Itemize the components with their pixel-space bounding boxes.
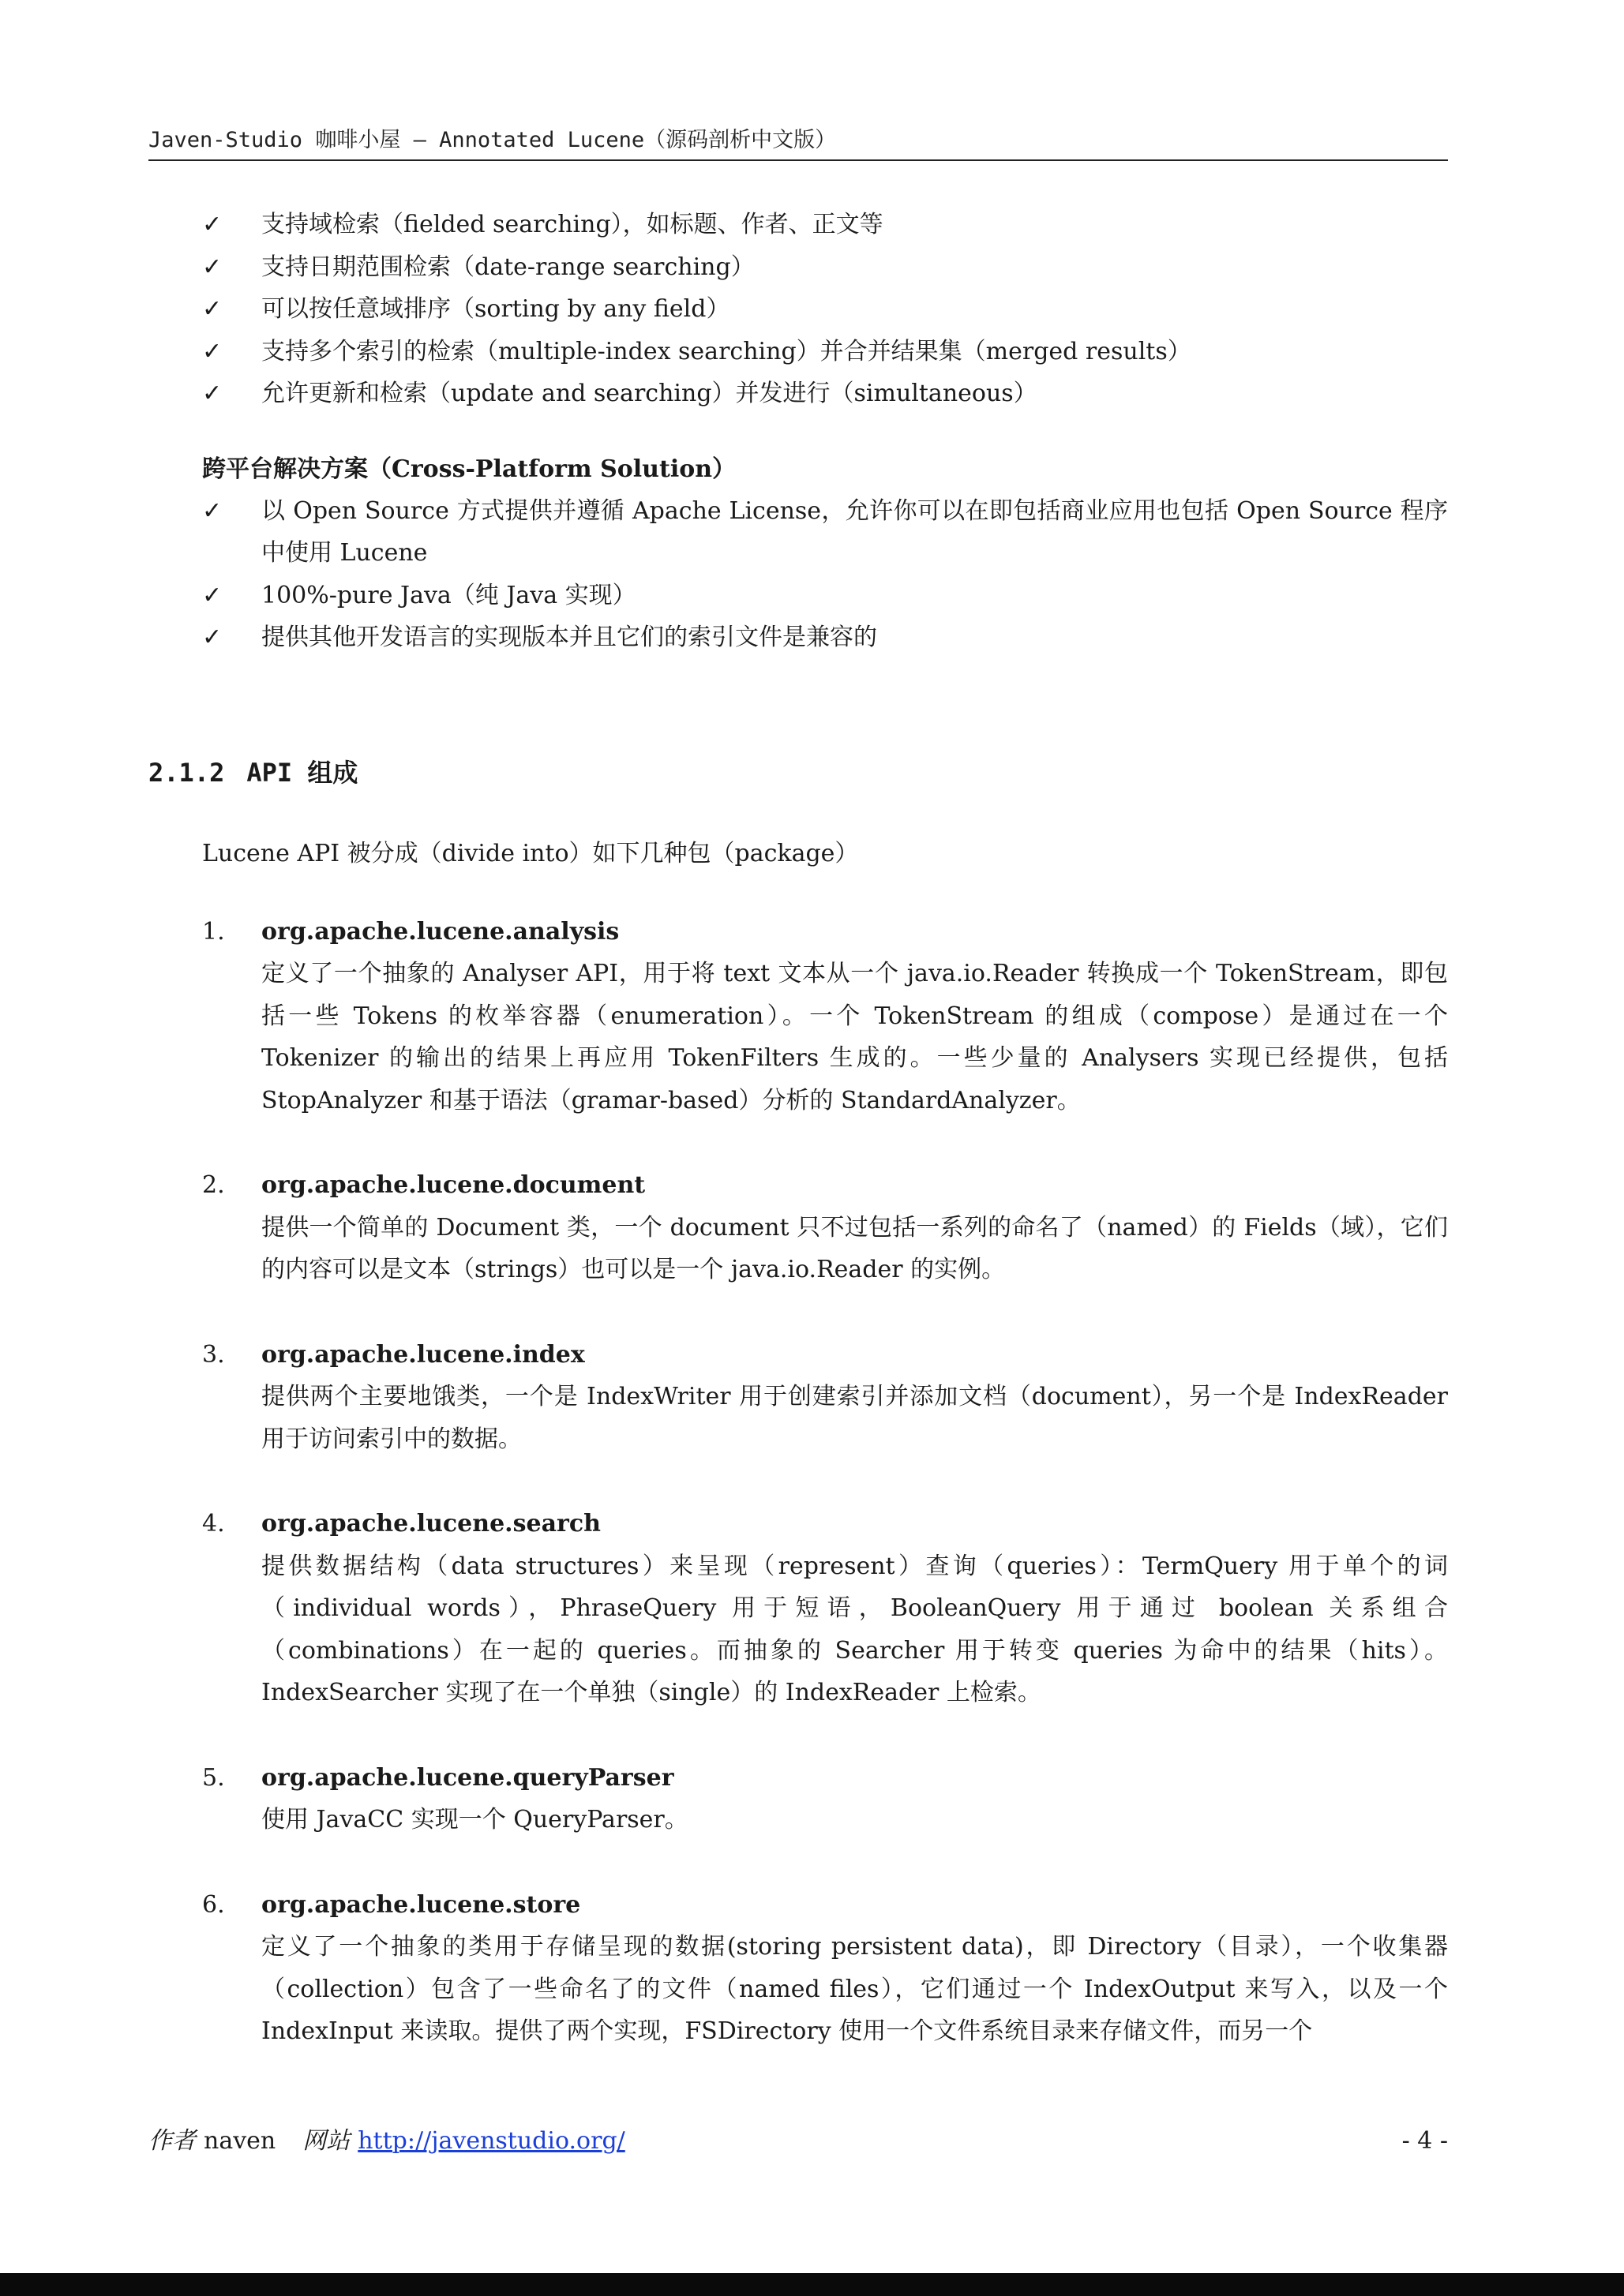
package-number: 1.	[202, 917, 225, 946]
check-icon: ✓	[202, 337, 223, 365]
site-link[interactable]: http://javenstudio.org/	[358, 2127, 625, 2155]
check-icon: ✓	[202, 581, 223, 609]
package-list	[202, 911, 1448, 2053]
package-name: org.apache.lucene.index	[261, 1340, 585, 1369]
package-name: org.apache.lucene.store	[261, 1890, 581, 1919]
section-title-text: API 组成	[246, 757, 358, 788]
package-number: 4.	[202, 1510, 225, 1538]
section-title	[148, 749, 1448, 796]
package-description: 定义了一个抽象的 Analyser API，用于将 text 文本从一个 java.io.Reader 转换成一个 TokenStream，即包括一些 Tokens 的枚举容器（enumeration）。一个 TokenStream 的组成（compose）是通过在一个 Tokenizer 的输出的结果上再应用 TokenFilters 生成的。一些少量的 Analysers 实现已经提供，包括 StopAnalyzer 和基于语法（gramar-based）分析的 StandardAnalyzer。	[261, 960, 1448, 1114]
list-item: ✓ 以 Open Source 方式提供并遵循 Apache License，允许你可以在即包括商业应用也包括 Open Source 程序中使用 Lucene	[202, 490, 1448, 575]
page-content	[148, 204, 1448, 2096]
list-item: ✓ 提供其他开发语言的实现版本并且它们的索引文件是兼容的	[202, 616, 1448, 659]
package-name: org.apache.lucene.search	[261, 1510, 601, 1538]
package-description: 提供一个简单的 Document 类，一个 document 只不过包括一系列的命名了（named）的 Fields（域），它们的内容可以是文本（strings）也可以是一个 java.io.Reader 的实例。	[261, 1213, 1448, 1283]
list-item: ✓ 允许更新和检索（update and searching）并发进行（simultaneous）	[202, 373, 1448, 415]
check-icon: ✓	[202, 496, 223, 525]
check-icon: ✓	[202, 253, 223, 281]
package-number: 2.	[202, 1171, 225, 1199]
site-label: 网站	[302, 2127, 351, 2155]
package-number: 6.	[202, 1890, 225, 1919]
check-icon: ✓	[202, 624, 223, 651]
package-name: org.apache.lucene.queryParser	[261, 1763, 674, 1792]
list-item: ✓ 支持日期范围检索（date-range searching）	[202, 246, 1448, 289]
author-name: naven	[204, 2127, 276, 2155]
list-item: ✓ 100%-pure Java（纯 Java 实现）	[202, 575, 1448, 617]
package-description: 提供两个主要地饿类，一个是 IndexWriter 用于创建索引并添加文档（document），另一个是 IndexReader 用于访问索引中的数据。	[261, 1383, 1448, 1453]
cross-platform-list	[202, 490, 1448, 659]
package-description: 提供数据结构（data structures）来呈现（represent）查询（queries）：TermQuery 用于单个的词（individual words），PhraseQuery 用于短语，BooleanQuery 用于通过 boolean 关系组合（combinations）在一起的 queries。而抽象的 Searcher 用于转变 queries 为命中的结果（hits）。IndexSearcher 实现了在一个单独（single）的 IndexReader 上检索。	[261, 1552, 1448, 1706]
page-header	[148, 125, 1448, 161]
cross-platform-heading: 跨平台解决方案（Cross-Platform Solution）	[202, 455, 737, 483]
package-number: 5.	[202, 1763, 225, 1792]
header-title: Javen-Studio 咖啡小屋 – Annotated Lucene（源码剖析中文版）	[148, 128, 837, 152]
package-item	[202, 1757, 1448, 1841]
check-icon: ✓	[202, 380, 223, 407]
check-icon: ✓	[202, 295, 223, 323]
package-description: 使用 JavaCC 实现一个 QueryParser。	[261, 1806, 688, 1833]
page-footer	[148, 2122, 1448, 2161]
package-number: 3.	[202, 1340, 225, 1369]
package-item	[202, 1164, 1448, 1291]
list-item: ✓ 可以按任意域排序（sorting by any field）	[202, 288, 1448, 331]
list-item: ✓ 支持域检索（fielded searching），如标题、作者、正文等	[202, 204, 1448, 246]
package-name: org.apache.lucene.document	[261, 1171, 646, 1199]
page-number: - 4 -	[1401, 2127, 1448, 2155]
package-item	[202, 1334, 1448, 1461]
author-label: 作者	[148, 2127, 196, 2155]
feature-list	[202, 204, 1448, 415]
package-name: org.apache.lucene.analysis	[261, 917, 620, 946]
section-intro: Lucene API 被分成（divide into）如下几种包（package）	[202, 839, 859, 867]
list-item: ✓ 支持多个索引的检索（multiple-index searching）并合并结果集（merged results）	[202, 331, 1448, 373]
package-item	[202, 1503, 1448, 1714]
check-icon: ✓	[202, 211, 223, 238]
bottom-bar	[0, 2273, 1624, 2296]
package-item	[202, 911, 1448, 1122]
package-item	[202, 1884, 1448, 2053]
package-description: 定义了一个抽象的类用于存储呈现的数据(storing persistent data)，即 Directory（目录），一个收集器（collection）包含了一些命名了的文件（named files），它们通过一个 IndexOutput 来写入，以及一个 IndexInput 来读取。提供了两个实现，FSDirectory 使用一个文件系统目录来存储文件，而另一个	[261, 1933, 1448, 2045]
section-number: 2.1.2	[148, 757, 225, 788]
